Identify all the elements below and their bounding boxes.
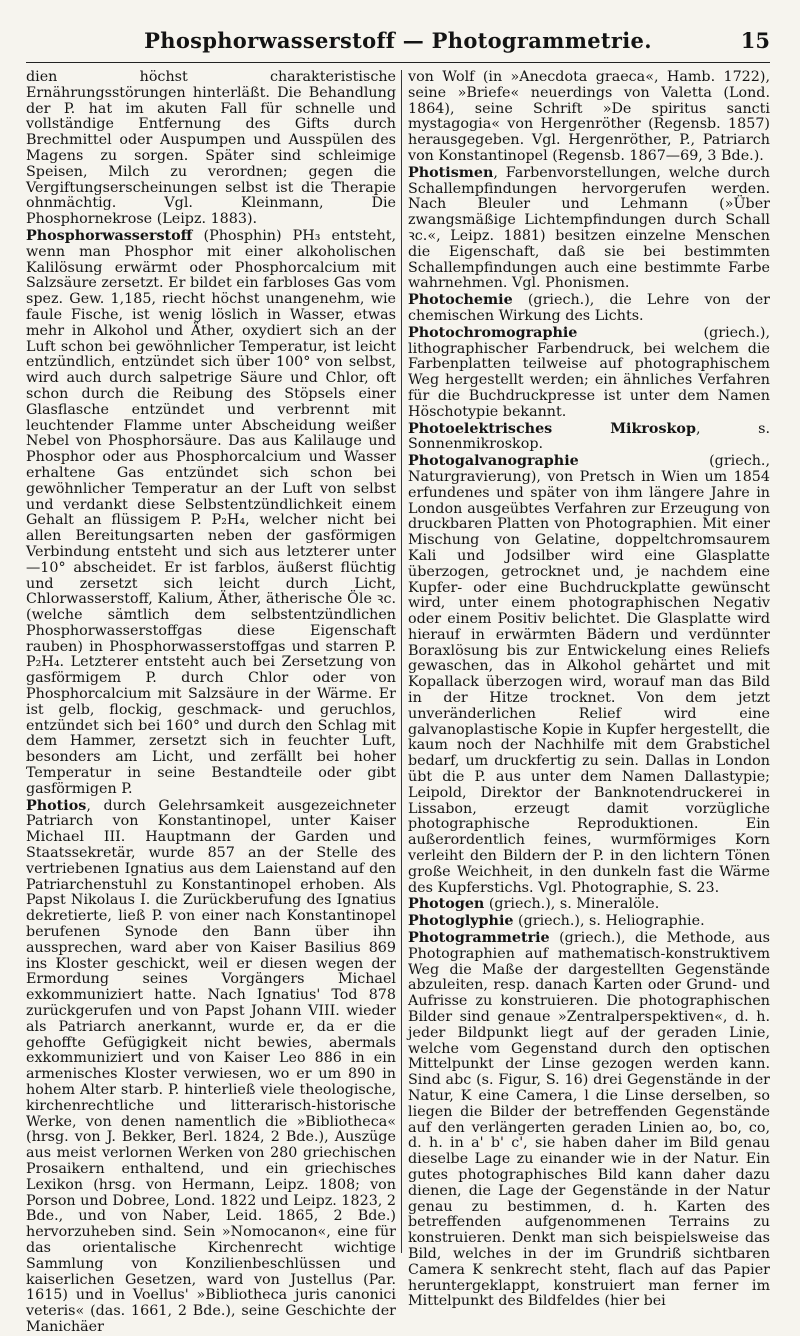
entry-headword: Photochemie	[408, 292, 513, 309]
entry-photogalvanographie	[408, 454, 770, 896]
entry-photochromographie	[408, 326, 770, 421]
entry-text: dien höchst charakteristische Ernährungsstörungen hinterläßt. Die Behandlung der P. hat im akuten Fall für schnelle und vollständige Entfernung des Gifts durch Brechmittel oder Auspumpen und Ausspülen des Magens zu sorgen. Später sind schleimige Speisen, Milch zu verordnen; gegen die Vergiftungserscheinungen selbst ist die Therapie ohnmächtig. Vgl. Kleinmann, Die Phosphornekrose (Leipz. 1883).	[26, 69, 396, 228]
entry-text: , durch Gelehrsamkeit ausgezeichneter Patriarch von Konstantinopel, unter Kaiser Michael III. Hauptmann der Garden und Staatssekretär, wurde 857 an der Stelle des vertriebenen Ignatius aus dem Laienstand auf den Patriarchenstuhl zu Konstantinopel erhoben. Als Papst Nikolaus I. die Zurückberufung des Ignatius dekretierte, ließ P. von einer nach Konstantinopel berufenen Synode den Bann über ihn aussprechen, ward aber von Kaiser Basilius 869 ins Kloster geschickt, weil er diesen wegen der Ermordung seines Vorgängers Michael exkommuniziert hatte. Nach Ignatius' Tod 878 zurückgerufen und von Papst Johann VIII. wieder als Patriarch anerkannt, wurde er, da er die gehoffte Gefügigkeit nicht bewies, abermals exkommuniziert und von Kaiser Leo 886 in ein armenisches Kloster verwiesen, wo er um 890 in hohem Alter starb. P. hinterließ viele theologische, kirchenrechtliche und litterarisch-historische Werke, von denen namentlich die »Bibliotheca« (hrsg. von J. Bekker, Berl. 1824, 2 Bde.), Auszüge aus meist verlornen Werken von 280 griechischen Prosaikern enthaltend, und ein griechisches Lexikon (hrsg. von Hermann, Leipz. 1808; von Porson und Dobree, Lond. 1822 und Leipz. 1823, 2 Bde., und von Naber, Leid. 1865, 2 Bde.) hervorzuheben sind. Sein »Nomocanon«, eine für das orientalische Kirchenrecht wichtige Sammlung von Konzilienbeschlüssen und kaiserlichen Gesetzen, ward von Justellus (Par. 1615) und in Voellus' »Bibliotheca juris canonici veteris« (das. 1661, 2 Bde.), seine Geschichte der Manichäer	[26, 797, 396, 1335]
entry-headword: Photogalvanographie	[408, 453, 579, 470]
page-header	[26, 22, 770, 63]
entry-headword: Photogrammetrie	[408, 930, 550, 947]
entry-text: (griech.), s. Mineralöle.	[484, 896, 660, 913]
entry-headword: Phosphorwasserstoff	[26, 227, 193, 244]
entry-headword: Photoelektrisches Mikroskop	[408, 420, 696, 437]
entry-text: , Farbenvorstellungen, welche durch Schallempfindungen hervorgerufen werden. Nach Bleuler und Lehmann (»Über zwangsmäßige Lichtempfindungen durch Schall ꝛc.«, Leipz. 1881) besitzen einzelne Menschen die Eigenschaft, daß sie bei bestimmten Schallempfindungen auch eine bestimmte Farbe wahrnehmen. Vgl. Phonismen.	[408, 164, 770, 292]
entry-phosphorwasserstoff	[26, 229, 396, 798]
entry-photoelektrisches-mikroskop	[408, 422, 770, 454]
entry-headword: Photochromographie	[408, 324, 578, 341]
entry-text: (griech.), lithographischer Farbendruck, bei welchem die Farbenplatten teilweise auf photographischem Weg hergestellt werden; ein ähnliches Verfahren für die Buchdruckpresse ist unter dem Namen Höschotypie bekannt.	[408, 324, 770, 420]
running-head: Phosphorwasserstoff — Photogrammetrie.	[144, 28, 652, 53]
entry-text: (Phosphin) PH₃ entsteht, wenn man Phosphor mit einer alkoholischen Kalilösung erwärmt oder Phosphorcalcium mit Salzsäure zersetzt. Er bildet ein farbloses Gas vom spez. Gew. 1,185, riecht höchst unangenehm, wie faule Fische, ist wenig löslich in Wasser, etwas mehr in Alkohol und Äther, oxydiert sich an der Luft schon bei gewöhnlicher Temperatur, ist leicht entzündlich, entzündet sich über 100° von selbst, wird auch durch salpetrige Säure und Chlor, oft schon durch die Reibung des Stöpsels einer Glasflasche entzündet und verbrennt mit leuchtender Flamme unter Abscheidung weißer Nebel von Phosphorsäure. Das aus Kalilauge und Phosphor oder aus Phosphorcalcium und Wasser erhaltene Gas entzündet sich schon bei gewöhnlicher Temperatur an der Luft von selbst und verdankt diese Selbstentzündlichkeit einem Gehalt an flüssigem P. P₂H₄, welcher nicht bei allen Bereitungsarten neben der gasförmigen Verbindung entsteht und sich aus letzterer unter —10° abscheidet. Er ist farblos, äußerst flüchtig und zersetzt sich leicht durch Licht, Chlorwasserstoff, Kalium, Äther, ätherische Öle ꝛc. (welche sämtlich dem selbstentzündlichen Phosphorwasserstoffgas diese Eigenschaft rauben) in Phosphorwasserstoffgas und starren P. P₂H₄. Letzterer entsteht auch bei Zersetzung von gasförmigem P. durch Chlor oder von Phosphorcalcium mit Salzsäure in der Wärme. Er ist gelb, flockig, geschmack- und geruchlos, entzündet sich bei 160° und durch den Schlag mit dem Hammer, zersetzt sich in feuchter Luft, besonders am Licht, und zerfällt bei hoher Temperatur in seine Bestandteile oder gibt gasförmigen P.	[26, 227, 396, 797]
entry-photoglyphie	[408, 914, 770, 930]
entry-text: , s. Sonnenmikroskop.	[408, 420, 770, 453]
entry-headword: Photios	[26, 797, 87, 814]
left-column	[26, 69, 396, 1335]
entry-photogen	[408, 897, 770, 913]
entry-text: (griech.), die Methode, aus Photographien auf mathematisch-konstruktivem Weg die Maße der dargestellten Gegenstände abzuleiten, resp. danach Karten oder Grund- und Aufrisse zu konstruieren. Die photographischen Bilder sind genaue »Zentralperspektiven«, d. h. jeder Bildpunkt liegt auf der geraden Linie, welche vom Gegenstand durch den optischen Mittelpunkt der Linse gezogen werden kann. Sind abc (s. Figur, S. 16) drei Gegenstände in der Natur, K eine Camera, l die Linse derselben, so liegen die Bilder der betreffenden Gegenstände auf den verlängerten geraden Linien ao, bo, co, d. h. in a' b' c', sie haben daher im Bild genau dieselbe Lage zu einander wie in der Natur. Ein gutes photographisches Bild kann daher dazu dienen, die Lage der Gegenstände in der Natur genau zu bestimmen, d. h. Karten des betreffenden aufgenommenen Terrains zu konstruieren. Denkt man sich beispielsweise das Bild, welches in der im Grundriß sichtbaren Camera K senkrecht steht, flach auf das Papier heruntergeklappt, konstruiert man ferner im Mittelpunkt des Bildfeldes (hier bei	[408, 930, 770, 1310]
entry-headword: Photogen	[408, 896, 485, 913]
entry-text: von Wolf (in »Anecdota graeca«, Hamb. 1722), seine »Briefe« neuerdings von Valetta (Lond. 1864), seine Schrift »De spiritus sancti mystagogia« von Hergenröther (Regensb. 1857) herausgegeben. Vgl. Hergenröther, P., Patriarch von Konstantinopel (Regensb. 1867—69, 3 Bde.).	[408, 69, 770, 164]
entry-headword: Photoglyphie	[408, 913, 514, 930]
entry-continuation	[26, 70, 396, 228]
entry-continuation	[408, 70, 770, 165]
page-number: 15	[740, 28, 770, 53]
entry-text: (griech.), s. Heliographie.	[513, 913, 705, 930]
entry-text: (griech.), die Lehre von der chemischen Wirkung des Lichts.	[408, 292, 770, 324]
right-column	[408, 69, 770, 1310]
entry-headword: Photismen	[408, 164, 494, 181]
entry-photogrammetrie	[408, 931, 770, 1310]
column-divider	[401, 70, 402, 1253]
entry-text: (griech., Naturgravierung), von Pretsch in Wien um 1854 erfundenes und später von ihm längere Jahre in London ausgeübtes Verfahren zur Erzeugung von druckbaren Platten von Photographien. Mit einer Mischung von Gelatine, doppeltchromsaurem Kali und Jodsilber wird eine Glasplatte überzogen, getrocknet und, je nachdem eine Kupfer- oder eine Buchdruckplatte gewünscht wird, unter einem photographischen Negativ oder einem Positiv belichtet. Die Glasplatte wird hierauf in erwärmten Bädern und verdünnter Boraxlösung bis zur Entwickelung eines Reliefs gewaschen, das in Alkohol gehärtet und mit Kopallack überzogen wird, worauf man das Bild in der Hitze trocknet. Von dem jetzt unveränderlichen Relief wird eine galvanoplastische Kopie in Kupfer hergestellt, die kaum noch der Nachhilfe mit dem Grabstichel bedarf, um druckfertig zu sein. Dallas in London übt die P. aus unter dem Namen Dallastypie; Leipold, Direktor der Banknotendruckerei in Lissabon, erzeugt damit vorzügliche photographische Reproduktionen. Ein außerordentlich feines, wurmförmiges Korn verleiht den Bildern der P. in den lichtern Tönen große Weichheit, in den dunkeln fast die Wärme des Kupferstichs. Vgl. Photographie, S. 23.	[408, 453, 770, 896]
entry-photismen	[408, 166, 770, 292]
entry-photochemie	[408, 293, 770, 325]
entry-photios	[26, 799, 396, 1336]
